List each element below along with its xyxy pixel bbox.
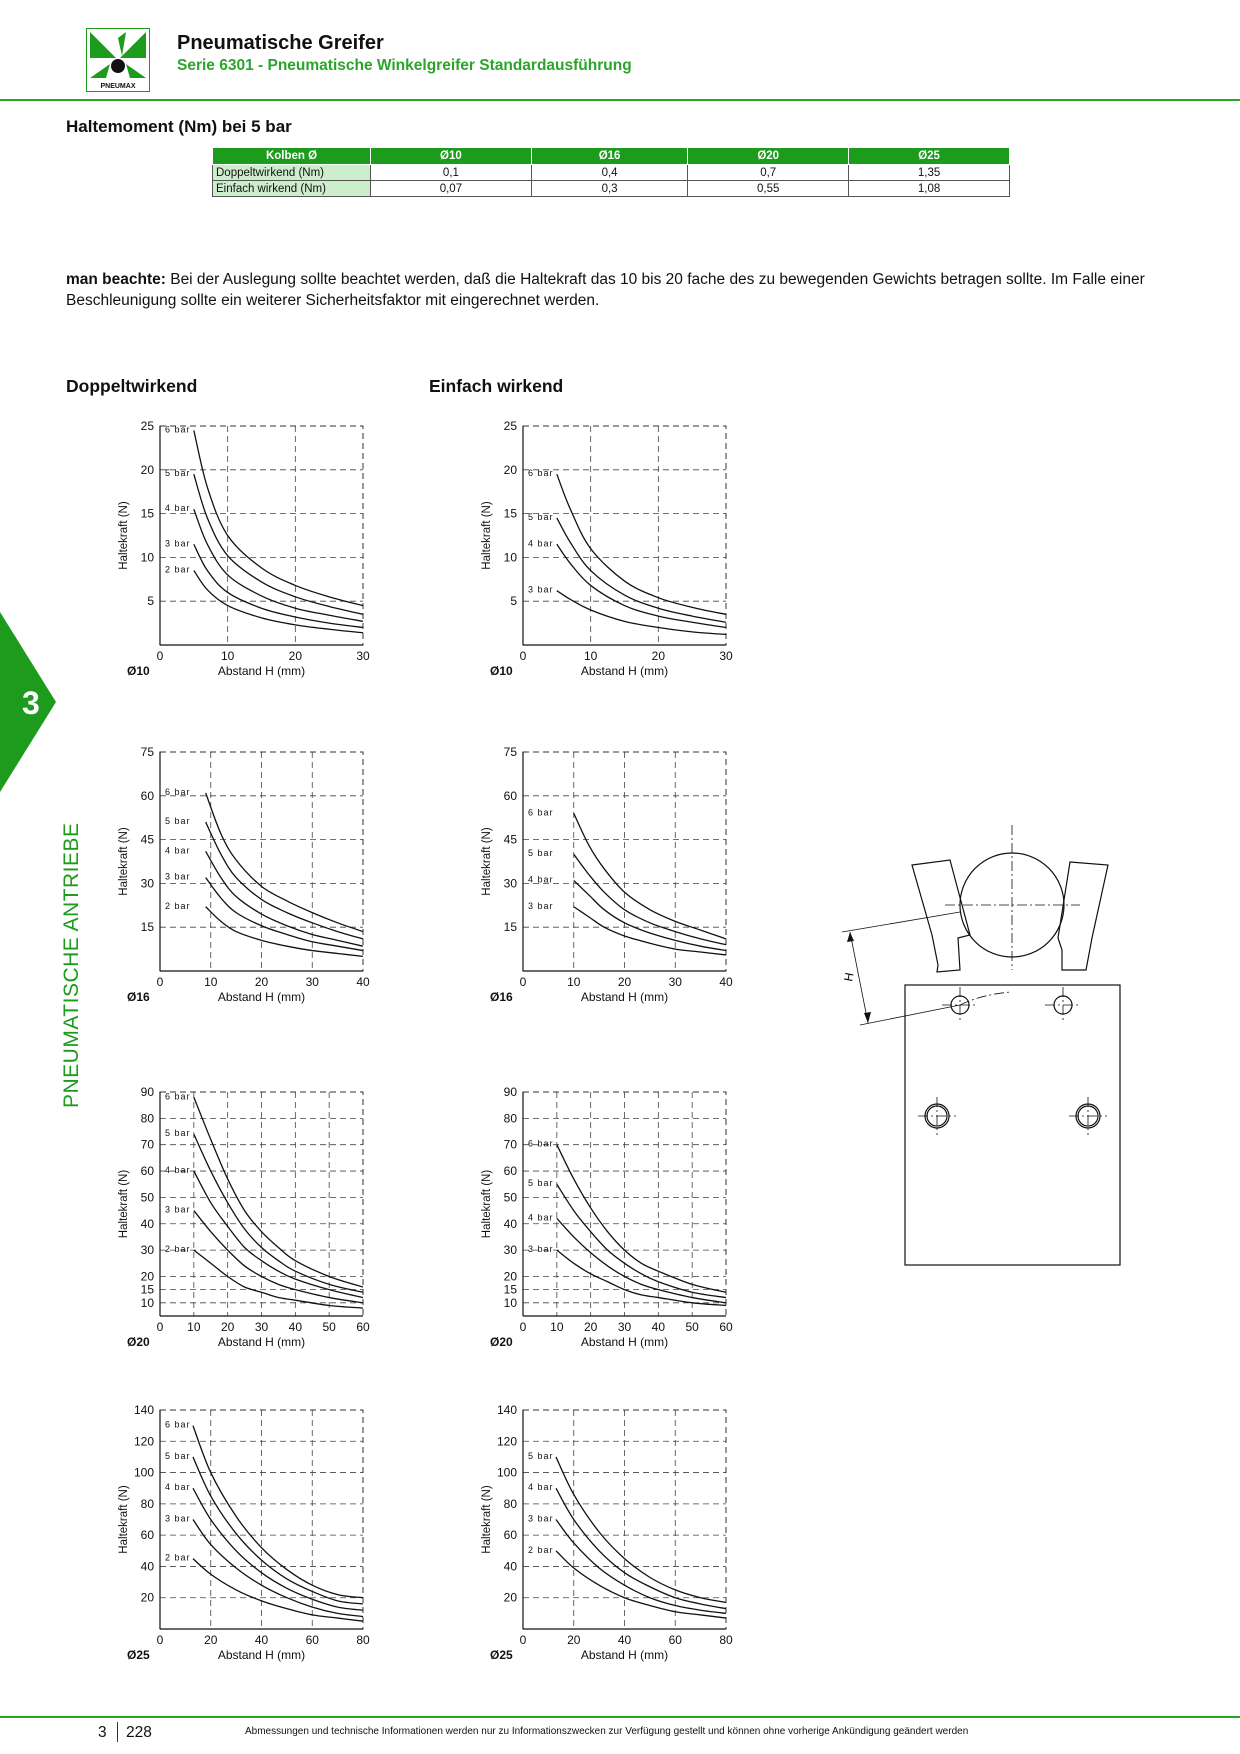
y-tick-label: 20 (503, 1590, 517, 1605)
series-line-3-bar (194, 1211, 363, 1303)
y-tick-label: 140 (133, 1403, 154, 1417)
x-axis-label: Abstand H (mm) (217, 1335, 306, 1349)
chart-caption: Ø25 (490, 1648, 513, 1662)
y-axis-label: Haltekraft (N) (481, 1169, 493, 1239)
y-tick-label: 45 (140, 832, 154, 847)
y-axis-label: Haltekraft (N) (118, 1485, 130, 1554)
row-label: Einfach wirkend (Nm) (213, 181, 371, 197)
y-tick-label: 60 (140, 1164, 154, 1179)
footer-disclaimer: Abmessungen und technische Informationen werden nur zu Informationszwecken zur Verfügung gestellt und können ohne vorherige Ankündigung geändert werden (245, 1726, 969, 1737)
x-tick-label: 40 (356, 975, 370, 989)
x-axis-label: Abstand H (mm) (580, 664, 669, 678)
header-divider (0, 99, 1240, 101)
x-tick-label: 40 (651, 1320, 666, 1334)
y-tick-label: 50 (140, 1190, 154, 1205)
footer-section-number: 3 (98, 1724, 107, 1741)
x-tick-label: 0 (519, 1320, 527, 1334)
y-tick-label: 10 (503, 1295, 517, 1310)
y-tick-label: 140 (496, 1403, 517, 1417)
row-label: Doppeltwirkend (Nm) (213, 165, 371, 181)
y-tick-label: 60 (503, 1528, 517, 1543)
series-line-4-bar (193, 1488, 363, 1610)
chart-double-acting-d25 (110, 1404, 380, 1699)
x-axis-label: Abstand H (mm) (217, 1648, 306, 1662)
table-header-cell: Ø25 (849, 148, 1010, 165)
y-tick-label: 30 (140, 876, 154, 891)
y-tick-label: 40 (503, 1216, 517, 1231)
page-title: Pneumatische Greifer (177, 32, 384, 54)
chart-single-acting-d20 (473, 1086, 743, 1386)
series-line-6-bar (557, 474, 726, 614)
y-tick-label: 75 (140, 745, 154, 759)
x-tick-label: 10 (204, 975, 218, 989)
chart-caption: Ø16 (127, 990, 150, 1004)
side-tab-label: PNEUMATISCHE ANTRIEBE (60, 822, 83, 1108)
y-tick-label: 90 (140, 1085, 154, 1099)
note-text: Bei der Auslegung sollte beachtet werden, daß die Haltekraft das 10 bis 20 fache des zu bewegenden Gewichts betragen sollte. Im Falle einer Beschleunigung sollte ein weiterer Sicherheitsfaktor mit eingerechnet werden. (66, 271, 1145, 309)
y-axis-label: Haltekraft (N) (118, 1169, 130, 1239)
x-tick-label: 10 (567, 975, 581, 989)
x-tick-label: 10 (583, 649, 598, 663)
chart-caption: Ø20 (490, 1335, 513, 1349)
y-tick-label: 10 (503, 550, 517, 565)
design-note (66, 269, 1166, 311)
y-tick-label: 15 (140, 920, 154, 935)
table-row (213, 165, 1010, 181)
series-line-5-bar (194, 1134, 363, 1292)
series-label: 2 bar (165, 564, 191, 575)
pneumax-logo (86, 28, 150, 92)
x-tick-label: 30 (305, 975, 319, 989)
y-tick-label: 45 (503, 832, 517, 847)
y-tick-label: 80 (503, 1496, 517, 1511)
x-tick-label: 10 (550, 1320, 564, 1334)
y-tick-label: 20 (140, 462, 154, 477)
column-heading-single: Einfach wirkend (429, 376, 564, 396)
chart-single-acting-d16 (473, 746, 743, 1041)
x-tick-label: 40 (288, 1320, 303, 1334)
table-header-cell: Ø10 (371, 148, 532, 165)
y-tick-label: 75 (503, 745, 517, 759)
y-tick-label: 70 (140, 1137, 154, 1152)
series-label: 5 bar (528, 1450, 554, 1461)
chart-single-acting-d10 (473, 420, 743, 715)
y-tick-label: 80 (503, 1111, 517, 1126)
y-tick-label: 50 (503, 1190, 517, 1205)
x-tick-label: 10 (220, 649, 235, 663)
table-cell: 0,7 (688, 165, 849, 181)
x-tick-label: 20 (204, 1633, 218, 1647)
y-tick-label: 100 (496, 1465, 517, 1480)
x-tick-label: 30 (617, 1320, 632, 1334)
y-tick-label: 20 (503, 462, 517, 477)
y-tick-label: 10 (140, 1295, 154, 1310)
series-line-2-bar (556, 1551, 726, 1618)
table-cell: 0,1 (371, 165, 532, 181)
series-label: 2 bar (165, 1552, 191, 1563)
series-label: 5 bar (528, 1178, 554, 1189)
table-cell: 0,07 (371, 181, 532, 197)
series-line-5-bar (557, 1184, 726, 1297)
series-label: 5 bar (528, 511, 554, 522)
x-tick-label: 60 (668, 1633, 682, 1647)
x-tick-label: 0 (519, 1633, 527, 1647)
series-label: 2 bar (165, 900, 191, 911)
series-label: 5 bar (165, 1450, 191, 1461)
y-tick-label: 70 (503, 1137, 517, 1152)
series-line-4-bar (194, 1171, 363, 1297)
x-tick-label: 30 (719, 649, 733, 663)
y-tick-label: 15 (140, 506, 154, 521)
table-cell: 1,35 (849, 165, 1010, 181)
series-line-6-bar (194, 1097, 363, 1287)
series-label: 3 bar (165, 1513, 191, 1524)
y-tick-label: 60 (503, 788, 517, 803)
y-tick-label: 30 (503, 1243, 517, 1258)
x-tick-label: 20 (567, 1633, 581, 1647)
table-cell: 0,3 (531, 181, 687, 197)
x-tick-label: 30 (356, 649, 370, 663)
page-subtitle: Serie 6301 - Pneumatische Winkelgreifer Standardausführung (177, 57, 632, 74)
y-tick-label: 90 (503, 1085, 517, 1099)
series-line-3-bar (194, 544, 363, 627)
y-tick-label: 80 (140, 1111, 154, 1126)
x-tick-label: 40 (617, 1633, 632, 1647)
table-header-cell: Ø20 (688, 148, 849, 165)
series-label: 3 bar (528, 584, 554, 595)
series-line-3-bar (557, 591, 726, 635)
y-tick-label: 120 (133, 1434, 154, 1449)
series-label: 4 bar (165, 1165, 191, 1176)
series-label: 5 bar (165, 468, 191, 479)
series-label: 6 bar (165, 424, 191, 435)
section-title: Haltemoment (Nm) bei 5 bar (66, 117, 292, 136)
x-tick-label: 0 (156, 1320, 164, 1334)
x-tick-label: 20 (288, 649, 303, 663)
plot-frame (160, 426, 363, 645)
plot-area (523, 426, 726, 645)
series-label: 3 bar (165, 538, 191, 549)
x-tick-label: 60 (305, 1633, 319, 1647)
side-tab-number: 3 (22, 685, 40, 721)
series-line-6-bar (557, 1145, 726, 1293)
chart-caption: Ø20 (127, 1335, 150, 1349)
y-tick-label: 20 (140, 1269, 154, 1284)
series-line-4-bar (557, 1218, 726, 1302)
footer-separator (117, 1722, 118, 1742)
x-tick-label: 40 (254, 1633, 269, 1647)
series-line-2-bar (193, 1559, 363, 1622)
table-cell: 0,4 (531, 165, 687, 181)
series-label: 3 bar (165, 1204, 191, 1215)
y-tick-label: 15 (503, 506, 517, 521)
y-tick-label: 10 (140, 550, 154, 565)
plot-area (160, 752, 363, 971)
x-tick-label: 0 (156, 1633, 164, 1647)
y-tick-label: 15 (503, 1282, 517, 1297)
chart-double-acting-d10 (110, 420, 380, 715)
series-line-4-bar (194, 509, 363, 621)
y-tick-label: 60 (503, 1164, 517, 1179)
logo-text: PNEUMAX (100, 83, 136, 90)
series-label: 4 bar (528, 538, 554, 549)
y-axis-label: Haltekraft (N) (118, 827, 130, 896)
series-label: 6 bar (528, 468, 554, 479)
table-header-cell: Kolben Ø (213, 148, 371, 165)
gripper-drawing (830, 820, 1130, 1280)
x-tick-label: 80 (356, 1633, 370, 1647)
page-number: 228 (126, 1724, 152, 1741)
y-tick-label: 25 (503, 419, 517, 433)
y-tick-label: 80 (140, 1496, 154, 1511)
y-tick-label: 30 (140, 1243, 154, 1258)
series-line-3-bar (193, 1520, 363, 1617)
y-tick-label: 30 (503, 876, 517, 891)
series-line-3-bar (556, 1520, 726, 1614)
series-label: 4 bar (528, 874, 554, 885)
y-tick-label: 5 (510, 594, 517, 609)
series-label: 6 bar (528, 1138, 554, 1149)
series-label: 5 bar (165, 816, 191, 827)
series-label: 3 bar (165, 871, 191, 882)
series-label: 6 bar (165, 786, 191, 797)
y-axis-label: Haltekraft (N) (481, 501, 493, 570)
holding-torque-table (212, 147, 1010, 197)
table-header-row (213, 148, 1010, 165)
x-tick-label: 30 (254, 1320, 269, 1334)
table-cell: 1,08 (849, 181, 1010, 197)
table-row (213, 181, 1010, 197)
x-axis-label: Abstand H (mm) (217, 990, 306, 1004)
y-tick-label: 40 (140, 1559, 154, 1574)
chart-caption: Ø25 (127, 1648, 150, 1662)
chart-double-acting-d20 (110, 1086, 380, 1386)
series-line-6-bar (574, 813, 726, 939)
x-tick-label: 20 (583, 1320, 598, 1334)
series-label: 3 bar (528, 900, 554, 911)
y-tick-label: 15 (503, 920, 517, 935)
x-tick-label: 20 (617, 975, 632, 989)
y-tick-label: 100 (133, 1465, 154, 1480)
series-label: 6 bar (528, 807, 554, 818)
series-label: 4 bar (165, 503, 191, 514)
chart-caption: Ø16 (490, 990, 513, 1004)
x-tick-label: 20 (220, 1320, 235, 1334)
series-label: 4 bar (165, 1482, 191, 1493)
plot-frame (523, 426, 726, 645)
footer-divider (0, 1716, 1240, 1718)
y-tick-label: 60 (140, 1528, 154, 1543)
x-tick-label: 60 (719, 1320, 733, 1334)
x-tick-label: 0 (519, 649, 527, 663)
x-tick-label: 80 (719, 1633, 733, 1647)
series-line-6-bar (193, 1426, 363, 1598)
series-line-4-bar (557, 544, 726, 627)
x-tick-label: 0 (519, 975, 527, 989)
y-tick-label: 120 (496, 1434, 517, 1449)
y-axis-label: Haltekraft (N) (481, 1485, 493, 1554)
y-tick-label: 40 (140, 1216, 154, 1231)
y-tick-label: 5 (147, 594, 154, 609)
column-heading-double: Doppeltwirkend (66, 376, 198, 396)
x-axis-label: Abstand H (mm) (580, 1335, 669, 1349)
right-jaw-outline (1058, 862, 1108, 970)
x-tick-label: 60 (356, 1320, 370, 1334)
x-axis-label: Abstand H (mm) (580, 1648, 669, 1662)
x-tick-label: 0 (156, 975, 164, 989)
series-label: 2 bar (528, 1544, 554, 1555)
x-tick-label: 20 (254, 975, 269, 989)
y-tick-label: 20 (140, 1590, 154, 1605)
series-line-3-bar (557, 1250, 726, 1305)
x-tick-label: 10 (187, 1320, 201, 1334)
distance-h-label: H (841, 971, 857, 983)
chart-single-acting-d25 (473, 1404, 743, 1699)
chart-caption: Ø10 (490, 664, 513, 678)
table-cell: 0,55 (688, 181, 849, 197)
series-label: 6 bar (165, 1091, 191, 1102)
series-label: 4 bar (528, 1482, 554, 1493)
y-tick-label: 20 (503, 1269, 517, 1284)
series-label: 4 bar (528, 1212, 554, 1223)
series-line-6-bar (194, 430, 363, 605)
series-label: 2 bar (165, 1244, 191, 1255)
series-label: 5 bar (165, 1128, 191, 1139)
x-axis-label: Abstand H (mm) (217, 664, 306, 678)
series-line-5-bar (194, 474, 363, 614)
series-label: 3 bar (528, 1244, 554, 1255)
y-tick-label: 40 (503, 1559, 517, 1574)
plot-area (523, 1092, 726, 1316)
x-axis-label: Abstand H (mm) (580, 990, 669, 1004)
chart-caption: Ø10 (127, 664, 150, 678)
x-tick-label: 0 (156, 649, 164, 663)
x-tick-label: 50 (322, 1320, 336, 1334)
x-tick-label: 50 (685, 1320, 699, 1334)
chart-double-acting-d16 (110, 746, 380, 1041)
series-line-2-bar (194, 571, 363, 633)
y-axis-label: Haltekraft (N) (481, 827, 493, 896)
y-tick-label: 15 (140, 1282, 154, 1297)
table-header-cell: Ø16 (531, 148, 687, 165)
note-label: man beachte: (66, 271, 166, 288)
x-tick-label: 40 (719, 975, 733, 989)
plot-area (160, 426, 363, 645)
y-tick-label: 25 (140, 419, 154, 433)
series-label: 5 bar (528, 848, 554, 859)
series-label: 4 bar (165, 845, 191, 856)
y-axis-label: Haltekraft (N) (118, 501, 130, 570)
series-label: 6 bar (165, 1419, 191, 1430)
series-label: 3 bar (528, 1513, 554, 1524)
x-tick-label: 20 (651, 649, 666, 663)
x-tick-label: 30 (668, 975, 682, 989)
y-tick-label: 60 (140, 788, 154, 803)
